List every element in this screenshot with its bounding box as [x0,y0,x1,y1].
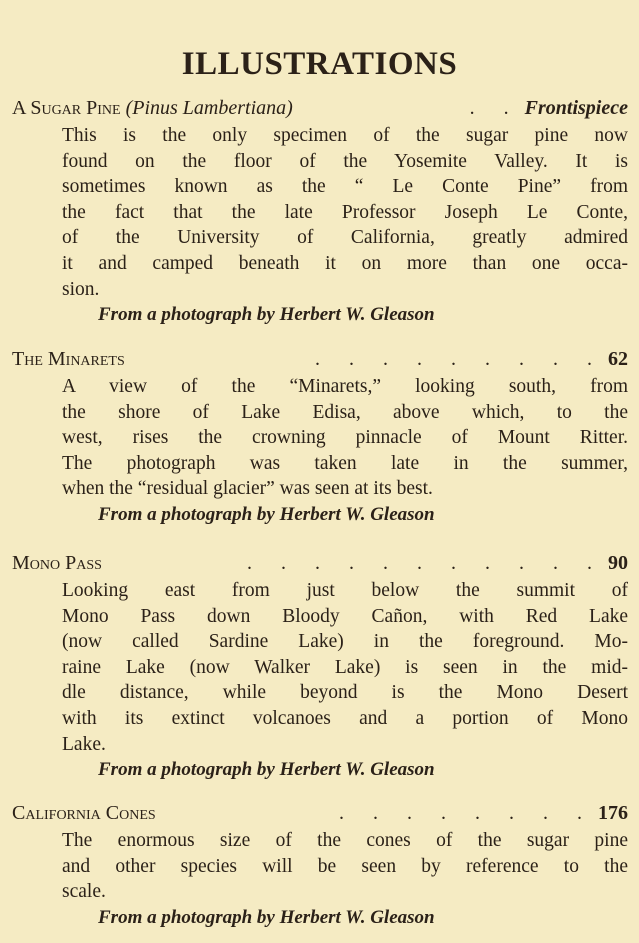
entry-title: Mono Pass [12,552,102,574]
entry-heading [12,348,628,374]
photo-credit: From a photograph by Herbert W. Gleason [98,759,435,781]
entry-title: California Cones [12,802,156,824]
description-line: it and camped beneath it on more than one occa- [62,252,628,274]
illustration-entry [12,97,628,328]
entry-page: 62 [608,348,628,370]
dot-leader: . . . . . . . . . . . [247,552,604,574]
entry-page: Frontispiece [524,97,628,119]
description-line: with its extinct volcanoes and a portion of Mono [62,707,628,729]
photo-credit: From a photograph by Herbert W. Gleason [98,503,435,525]
description-line: when the “residual glacier” was seen at its best. [62,478,433,500]
entry-description [62,578,628,783]
illustration-entry [12,348,628,528]
description-line: sometimes known as the “ Le Conte Pine” from [62,176,628,198]
description-line: A view of the “Minarets,” looking south, from [62,376,628,397]
dot-leader: . . [469,97,521,119]
entry-page: 90 [608,552,628,574]
entry-latin-name: (Pinus Lambertiana) [125,97,293,119]
dot-leader: . . . . . . . . . [315,348,604,370]
entry-title: A Sugar Pine [12,97,121,119]
description-line: west, rises the crowning pinnacle of Mount Ritter. [62,427,628,449]
entry-description [62,123,628,328]
entry-title: The Minarets [12,348,125,370]
description-line: raine Lake (now Walker Lake) is seen in the mid- [62,656,628,678]
entry-heading [12,552,628,578]
description-line: Mono Pass down Bloody Cañon, with Red Lake [62,605,628,627]
description-line: sion. [62,278,100,300]
illustration-entry [12,552,628,783]
description-line: (now called Sardine Lake) in the foreground. Mo- [62,631,628,653]
entry-description [62,374,628,528]
entry-heading [12,97,628,123]
page-title: ILLUSTRATIONS [181,46,458,82]
description-line: found on the floor of the Yosemite Valley. It is [62,150,628,172]
photo-credit: From a photograph by Herbert W. Gleason [98,906,435,928]
description-line: scale. [62,881,106,903]
illustration-entry [12,802,628,931]
description-line: of the University of California, greatly admired [62,227,628,249]
description-line: the fact that the late Professor Joseph Le Conte, [62,201,628,223]
description-line: Looking east from just below the summit of [62,580,628,601]
description-line: The photograph was taken late in the summer, [62,452,628,474]
entry-page: 176 [598,802,628,824]
description-line: dle distance, while beyond is the Mono Desert [62,682,628,704]
entry-heading [12,802,628,828]
description-line: the shore of Lake Edisa, above which, to the [62,401,628,423]
description-line: This is the only specimen of the sugar pine now [62,125,628,146]
description-line: Lake. [62,733,106,755]
dot-leader: . . . . . . . . [339,802,594,824]
description-line: and other species will be seen by reference to the [62,855,628,877]
description-line: The enormous size of the cones of the sugar pine [62,830,628,851]
entry-description [62,828,628,931]
photo-credit: From a photograph by Herbert W. Gleason [98,304,435,326]
